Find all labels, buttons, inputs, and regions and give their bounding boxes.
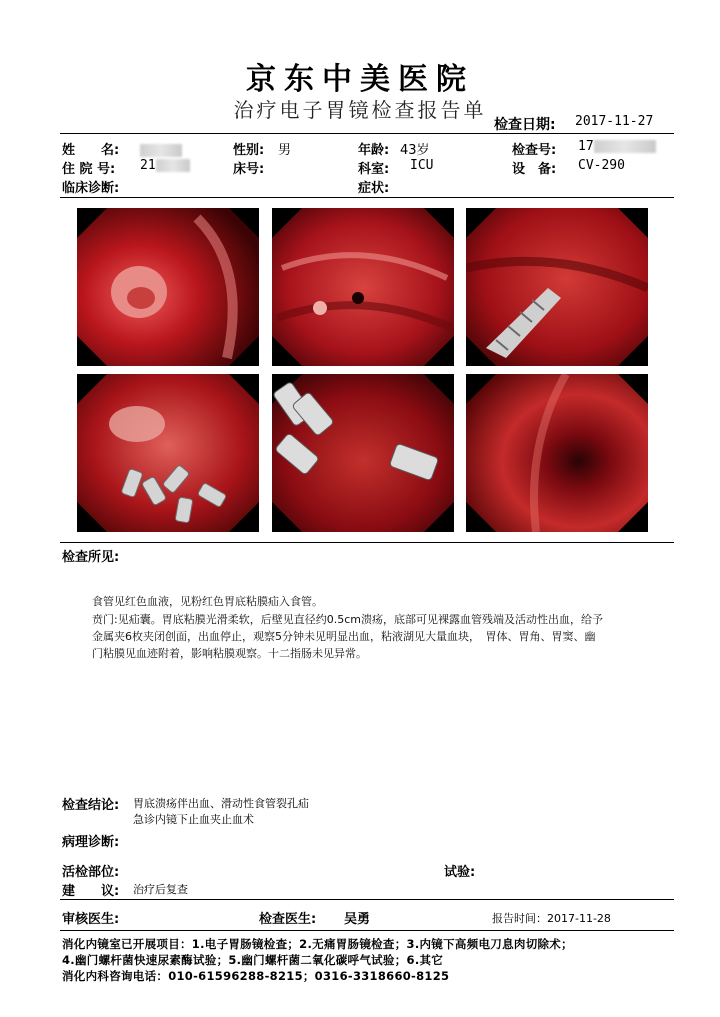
endoscopy-image-ulcer (272, 208, 454, 366)
endoscopy-image-clip-applicator (466, 208, 648, 366)
advice-value: 治疗后复查 (133, 883, 188, 896)
name-value-redacted (140, 140, 182, 159)
footer-services-1: 消化内镜室已开展项目：1.电子胃肠镜检查；2.无痛胃肠镜检查；3.内镜下高频电刀息肉切除术； (62, 937, 573, 951)
exam-no-value: 17 (578, 139, 656, 154)
findings-label: 检查所见: (62, 550, 120, 565)
endoscopy-image-clips (77, 374, 259, 532)
admission-no-value: 21 (140, 158, 190, 173)
exam-no-label: 检查号: (512, 143, 557, 158)
device-value: CV-290 (578, 158, 625, 173)
conclusion-text-2: 急诊内镜下止血夹止血术 (133, 813, 254, 826)
divider-images (60, 542, 674, 543)
gender-value: 男 (278, 143, 292, 158)
conclusion-label: 检查结论: (62, 798, 120, 813)
name-label: 姓 名: (62, 143, 120, 158)
age-value: 43岁 (400, 143, 430, 158)
age-label: 年龄: (358, 143, 390, 158)
gender-label: 性别: (233, 143, 265, 158)
clinical-diagnosis-label: 临床诊断: (62, 181, 120, 196)
examiner-label: 检查医生: (259, 912, 317, 927)
pathology-label: 病理诊断: (62, 835, 120, 850)
test-label: 试验: (444, 865, 476, 880)
conclusion-text-1: 胃底溃疡伴出血、滑动性食管裂孔疝 (133, 797, 309, 810)
symptom-label: 症状: (358, 181, 390, 196)
reviewer-label: 审核医生: (62, 912, 120, 927)
hospital-name: 京东中美医院 (246, 62, 474, 97)
report-time: 报告时间：2017-11-28 (492, 912, 611, 925)
advice-label: 建 议: (62, 884, 120, 899)
exam-date-value: 2017-11-27 (575, 114, 654, 129)
divider-top (60, 133, 674, 134)
admission-no-label: 住 院 号: (62, 162, 116, 177)
endoscopy-image-clips-closeup (272, 374, 454, 532)
bed-label: 床号: (233, 162, 265, 177)
biopsy-site-label: 活检部位: (62, 865, 120, 880)
findings-text-4: 门粘膜见血迹附着，影响粘膜观察。十二指肠未见异常。 (92, 647, 367, 660)
examiner-value: 吴勇 (344, 912, 371, 927)
device-label: 设 备: (512, 162, 557, 177)
endoscopy-image-esophagus (77, 208, 259, 366)
findings-text-3: 金属夹6枚夹闭创面，出血停止，观察5分钟未见明显出血，粘液湖见大量血块， 胃体、胃角、胃窦、幽 (92, 630, 596, 643)
divider-info (60, 197, 674, 198)
findings-text-2: 贲门:见疝囊。胃底粘膜光滑柔软，后壁见直径约0.5cm溃疡，底部可见裸露血管残端及活动性出血，给予 (92, 613, 603, 626)
footer-phone: 消化内科咨询电话：010-61596288-8215；0316-3318660-8125 (62, 969, 450, 983)
endoscopy-image-lumen (466, 374, 648, 532)
divider-advice (60, 899, 674, 900)
exam-date-label: 检查日期: (494, 117, 556, 133)
findings-text-1: 食管见红色血液，见粉红色胃底粘膜疝入食管。 (92, 595, 323, 608)
divider-signoff (60, 930, 674, 931)
dept-value: ICU (410, 158, 434, 173)
footer-services-2: 4.幽门螺杆菌快速尿素酶试验；5.幽门螺杆菌二氧化碳呼气试验；6.其它 (62, 953, 444, 967)
report-title: 治疗电子胃镜检查报告单 (233, 98, 487, 122)
dept-label: 科室: (358, 162, 390, 177)
